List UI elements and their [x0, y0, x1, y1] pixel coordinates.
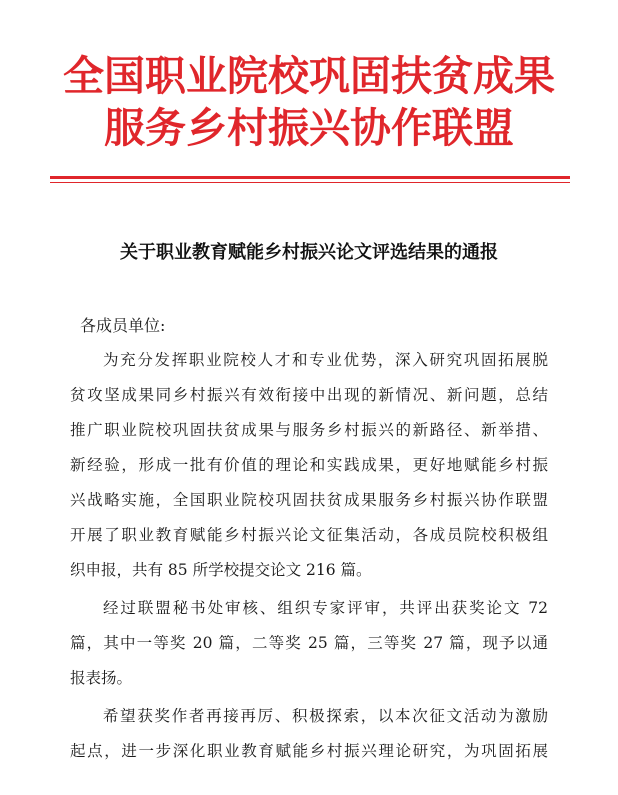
- paragraph-1-line: 开展了职业教育赋能乡村振兴论文征集活动，各成员院校积极组: [70, 526, 548, 544]
- paragraph-1-line: 推广职业院校巩固扶贫成果与服务乡村振兴的新路径、新举措、: [70, 421, 548, 439]
- letterhead-org-name-line-2: 服务乡村振兴协作联盟: [104, 104, 514, 152]
- letterhead: [0, 0, 618, 200]
- paragraph-2-line: 经过联盟秘书处审核、组织专家评审，共评出获奖论文 72: [103, 599, 548, 617]
- paragraph-1-line: 新经验，形成一批有价值的理论和实践成果，更好地赋能乡村振: [70, 456, 548, 474]
- paragraph-3-line: 起点，进一步深化职业教育赋能乡村振兴理论研究，为巩固拓展: [70, 742, 548, 760]
- salutation: 各成员单位:: [80, 316, 166, 335]
- paragraph-2-line: 篇，其中一等奖 20 篇，二等奖 25 篇，三等奖 27 篇，现予以通: [70, 634, 548, 652]
- letterhead-red-rule-thick: [50, 176, 570, 179]
- paragraph-1-line: 兴战略实施，全国职业院校巩固扶贫成果服务乡村振兴协作联盟: [70, 491, 548, 509]
- paragraph-2-line: 报表扬。: [70, 669, 133, 687]
- paragraph-1-line: 贫攻坚成果同乡村振兴有效衔接中出现的新情况、新问题，总结: [70, 386, 548, 404]
- paragraph-3-line: 希望获奖作者再接再厉、积极探索，以本次征文活动为激励: [103, 707, 548, 725]
- letterhead-org-name-line-1: 全国职业院校巩固扶贫成果: [63, 52, 555, 100]
- paragraph-1-line: 织申报，共有 85 所学校提交论文 216 篇。: [70, 561, 372, 579]
- document-title: 关于职业教育赋能乡村振兴论文评选结果的通报: [120, 242, 498, 263]
- paragraph-1-line: 为充分发挥职业院校人才和专业优势，深入研究巩固拓展脱: [103, 351, 548, 369]
- letterhead-red-rule-thin: [50, 182, 570, 183]
